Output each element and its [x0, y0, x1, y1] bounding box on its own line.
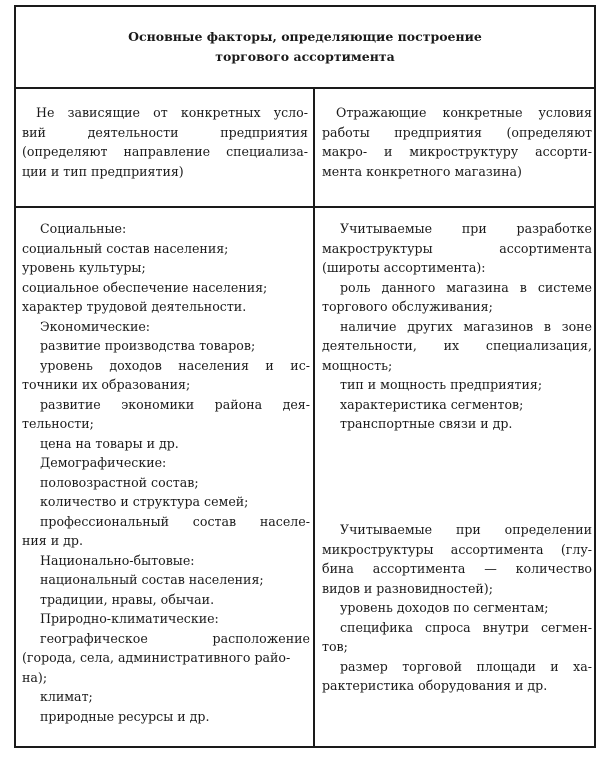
list-item: уровень культуры;: [22, 260, 146, 275]
list-item: географическое расположение: [40, 630, 310, 646]
list-item: мощность;: [322, 357, 393, 373]
right-column-header: [322, 103, 592, 181]
list-item: (города, села, административного райо-: [22, 650, 291, 665]
list-item: характеристика сегментов;: [340, 396, 524, 412]
text-line: Не зависящие от конкретных усло-: [36, 105, 308, 120]
left-column-header: [22, 103, 308, 181]
table-title-line: Основные факторы, определяющие построение: [128, 29, 482, 44]
text-line: мента конкретного магазина): [322, 163, 522, 179]
list-item: социальный состав населения;: [22, 240, 229, 256]
list-item: роль данного магазина в системе: [340, 279, 592, 295]
list-item: тельности;: [22, 416, 94, 431]
list-item: специфика спроса внутри сегмен-: [340, 619, 592, 635]
category-heading: Учитываемые при определении: [340, 522, 592, 537]
list-item: количество и структура семей;: [40, 494, 249, 509]
factors-table: [14, 5, 596, 748]
list-item: ния и др.: [22, 533, 83, 548]
list-item: торгового обслуживания;: [322, 299, 493, 314]
table-title-line: торгового ассортимента: [215, 49, 395, 64]
right-column-body-macro: [322, 219, 592, 434]
text-line: вий деятельности предприятия: [22, 124, 308, 140]
category-heading: макроструктуры ассортимента: [322, 240, 592, 256]
category-heading: Учитываемые при разработке: [340, 221, 592, 236]
text-line: макро- и микроструктуру ассорти-: [322, 144, 592, 159]
list-item: транспортные связи и др.: [340, 416, 513, 431]
text-line: (определяют направление специализа-: [22, 144, 308, 159]
list-item: тип и мощность предприятия;: [340, 377, 543, 392]
list-item: тов;: [322, 639, 348, 654]
list-item: наличие других магазинов в зоне: [340, 318, 592, 334]
list-item: половозрастной состав;: [40, 474, 199, 490]
list-item: точники их образования;: [22, 377, 191, 392]
list-item: цена на товары и др.: [40, 435, 179, 451]
list-item: уровень доходов по сегментам;: [340, 600, 549, 615]
list-item: традиции, нравы, обычаи.: [40, 591, 215, 607]
category-heading: Социальные:: [40, 221, 127, 236]
category-heading: Национально-бытовые:: [40, 552, 195, 568]
list-item: рактеристика оборудования и др.: [322, 678, 548, 693]
table-title: [16, 7, 594, 89]
list-item: развитие производства товаров;: [40, 338, 256, 353]
text-line: работы предприятия (определяют: [322, 124, 592, 140]
list-item: природные ресурсы и др.: [40, 708, 210, 724]
list-item: климат;: [40, 689, 93, 704]
category-heading: Природно-климатические:: [40, 611, 219, 626]
list-item: размер торговой площади и ха-: [340, 658, 592, 674]
right-column-body-micro: [322, 520, 592, 696]
list-item: профессиональный состав населе-: [40, 513, 310, 529]
text-line: Отражающие конкретные условия: [336, 105, 592, 120]
category-heading: видов и разновидностей);: [322, 580, 493, 596]
list-item: уровень доходов населения и ис-: [40, 357, 310, 373]
category-heading: Демографические:: [40, 455, 167, 470]
left-column-body: [22, 219, 310, 726]
list-item: на);: [22, 669, 48, 685]
category-heading: бина ассортимента — количество: [322, 561, 592, 576]
category-heading: микроструктуры ассортимента (глу-: [322, 541, 592, 557]
list-item: развитие экономики района дея-: [40, 396, 310, 412]
list-item: национальный состав населения;: [40, 572, 264, 587]
column-divider: [313, 89, 315, 746]
category-heading: (широты ассортимента):: [322, 260, 486, 275]
category-heading: Экономические:: [40, 318, 151, 334]
header-divider: [16, 206, 594, 208]
list-item: характер трудовой деятельности.: [22, 299, 247, 314]
text-line: ции и тип предприятия): [22, 163, 184, 179]
list-item: деятельности, их специализация,: [322, 338, 592, 353]
list-item: социальное обеспечение населения;: [22, 279, 268, 295]
